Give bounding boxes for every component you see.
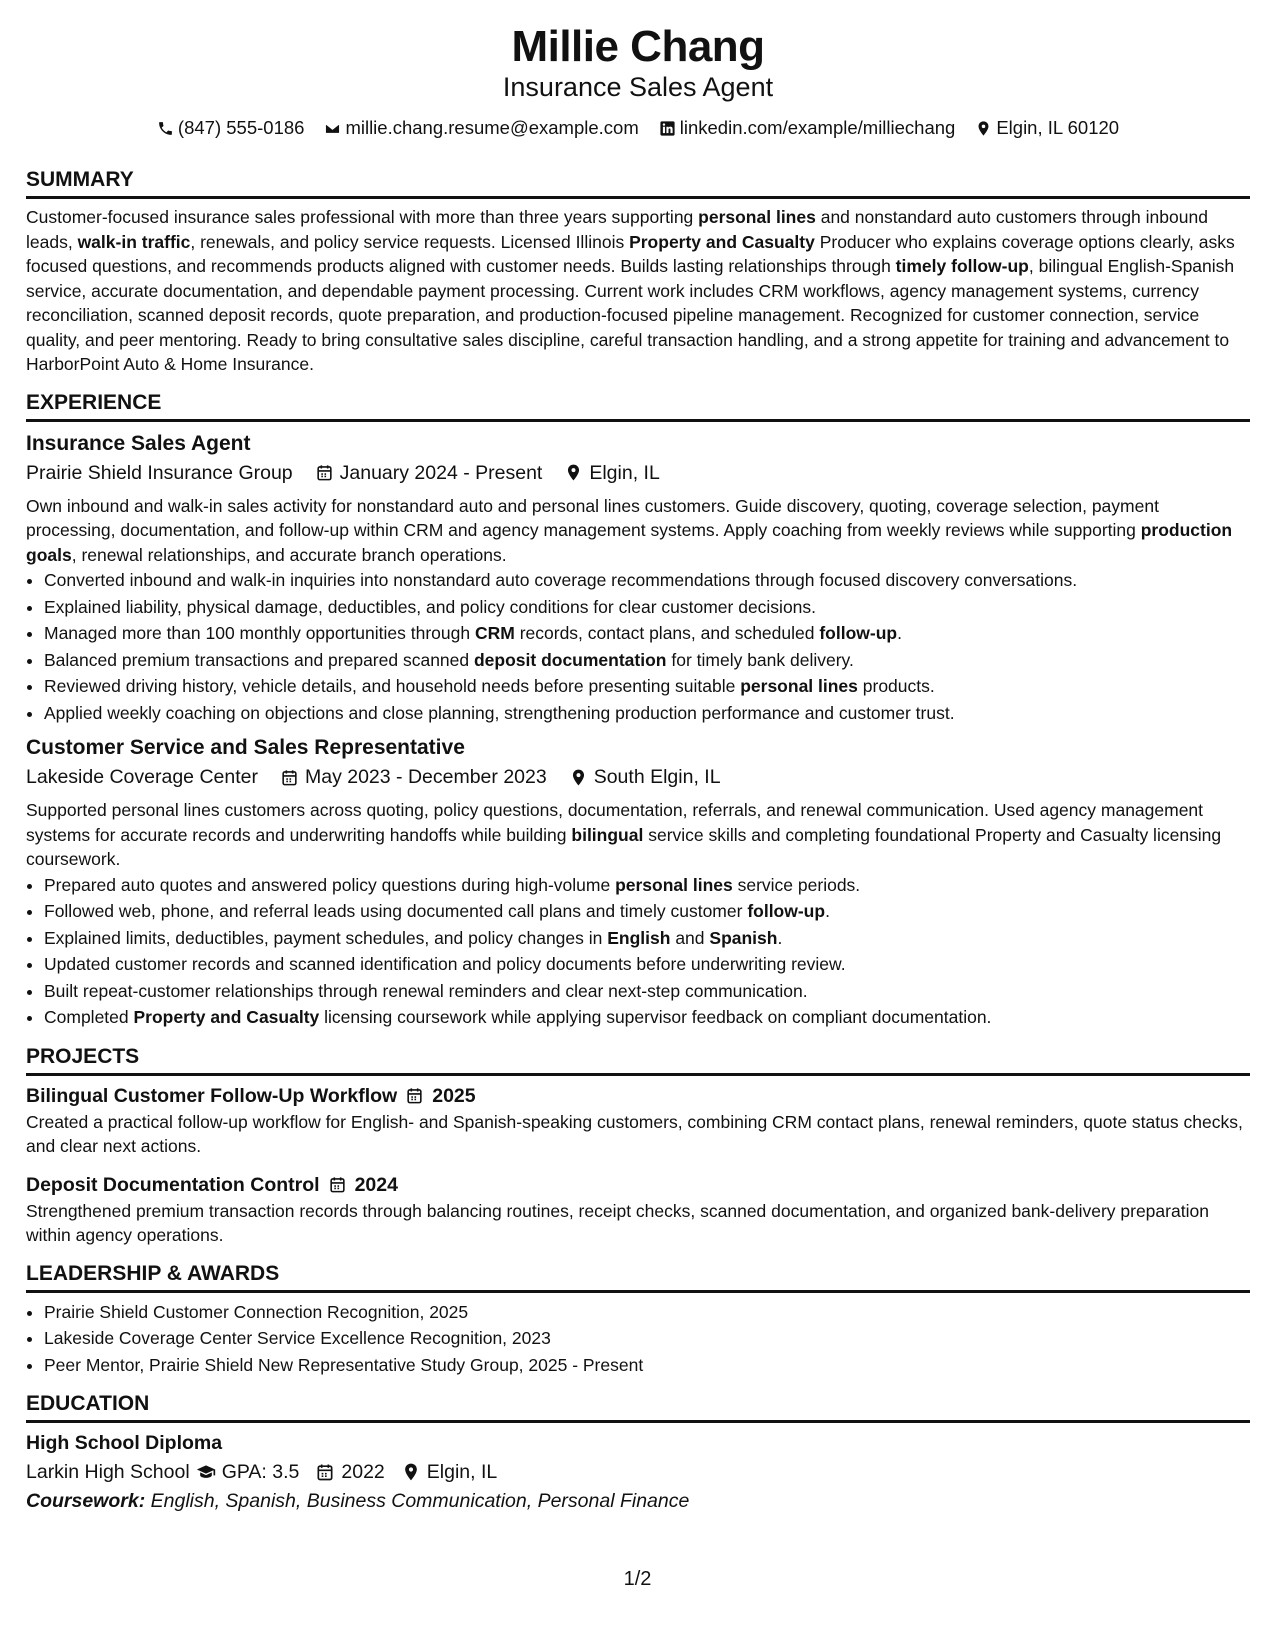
job-bullets (26, 872, 1250, 1031)
phone-icon (157, 120, 174, 137)
project-name: Deposit Documentation Control (26, 1173, 320, 1196)
emphasis-text: production goals (26, 520, 1233, 565)
list-item (44, 872, 1250, 899)
project-year: 2024 (354, 1173, 398, 1196)
emphasis-text: timely follow-up (895, 256, 1029, 276)
text-run: service periods. (732, 874, 861, 895)
linkedin-icon (659, 120, 676, 137)
calendar-icon (315, 463, 334, 482)
text-run: Customer-focused insurance sales professional with more than three years supporting (26, 207, 699, 227)
emphasis-text: personal lines (698, 207, 816, 227)
emphasis-text: personal lines (740, 676, 858, 696)
list-item (44, 951, 1250, 978)
list-item (44, 978, 1250, 1005)
list-item (44, 620, 1250, 647)
text-run: . (825, 901, 830, 921)
list-item (44, 673, 1250, 700)
contact-linkedin[interactable] (659, 116, 956, 140)
calendar-icon (328, 1175, 347, 1194)
job-meta (26, 458, 1250, 488)
emphasis-text: deposit documentation (473, 649, 667, 670)
text-run: Completed (44, 1007, 134, 1027)
location-text: Elgin, IL 60120 (996, 117, 1120, 138)
linkedin-text: linkedin.com/example/milliechang (679, 117, 956, 138)
job-title: Insurance Sales Agent (26, 431, 251, 455)
section-heading: EDUCATION (26, 1390, 1250, 1423)
job-entry (26, 430, 1250, 727)
project-header (26, 1171, 1250, 1199)
job-meta (26, 762, 1250, 792)
list-item: • Lakeside Coverage Center Service Excellence Recognition, 2023 (44, 1325, 1250, 1352)
text-run: . (897, 623, 902, 643)
email-text: millie.chang.resume@example.com (345, 117, 639, 138)
list-item (44, 700, 1250, 727)
map-pin-icon (401, 1462, 421, 1482)
text-run: Producer who explains coverage options clearly, asks focused questions, and recommends products aligned with customer needs. Builds lasting relationships through (26, 231, 1235, 276)
contact-bar (26, 116, 1250, 140)
text-run: records, contact plans, and scheduled (514, 623, 820, 643)
project-entry (26, 1082, 1250, 1159)
map-pin-icon (564, 463, 583, 482)
job-entry (26, 734, 1250, 1031)
contact-email[interactable] (324, 116, 638, 140)
text-run: and (670, 927, 710, 948)
coursework-list: English, Spanish, Business Communication, Personal Finance (145, 1490, 690, 1512)
emphasis-text: bilingual (571, 824, 644, 845)
coursework (26, 1487, 1250, 1515)
list-item (44, 594, 1250, 621)
emphasis-text: Property and Casualty (133, 1007, 320, 1027)
text-run: , renewals, and policy service requests. Licensed Illinois (190, 231, 630, 252)
text-run: Reviewed driving history, vehicle details, and household needs before presenting suitable (44, 676, 741, 696)
job-summary (26, 494, 1250, 568)
section-heading: LEADERSHIP & AWARDS (26, 1260, 1250, 1293)
list-item (44, 925, 1250, 952)
job-list (26, 430, 1250, 1031)
text-run: Explained limits, deductibles, payment schedules, and policy changes in (44, 927, 608, 948)
candidate-name: Millie Chang (511, 22, 765, 71)
emphasis-text: walk-in traffic (77, 231, 191, 252)
graduation-cap-icon (196, 1462, 216, 1482)
resume-header (26, 22, 1250, 140)
experience-section (26, 389, 1250, 1031)
text-run: and nonstandard auto customers through inbound leads, (26, 207, 1208, 252)
text-run: for timely bank delivery. (666, 649, 854, 670)
map-pin-icon (975, 120, 992, 137)
emphasis-text: Spanish (709, 927, 778, 948)
project-list (26, 1082, 1250, 1248)
leadership-section (26, 1260, 1250, 1379)
emphasis-text: follow-up (819, 623, 898, 643)
job-dates: May 2023 - December 2023 (304, 766, 547, 788)
section-heading: EXPERIENCE (26, 389, 1250, 422)
school-location: Elgin, IL (426, 1461, 498, 1483)
project-year: 2025 (432, 1084, 476, 1107)
list-item (44, 647, 1250, 674)
text-run: , renewal relationships, and accurate branch operations. (71, 544, 507, 565)
company-name: Prairie Shield Insurance Group (26, 461, 293, 484)
text-run: Followed web, phone, and referral leads using documented call plans and timely customer (44, 901, 748, 921)
phone-text: (847) 555-0186 (177, 117, 305, 138)
list-item (44, 567, 1250, 594)
contact-phone[interactable] (157, 116, 305, 140)
text-run: service skills and completing foundational Property and Casualty licensing coursework. (26, 824, 1222, 869)
page-number: 1/2 (623, 1568, 652, 1590)
job-location: South Elgin, IL (593, 766, 721, 788)
projects-section (26, 1043, 1250, 1248)
text-run: Own inbound and walk-in sales activity for nonstandard auto and personal lines customers. Guide discovery, quoting, coverage selection, payment processing, documentation, and follow-up within CRM and agency management systems. Apply coaching from weekly reviews while supporting (26, 495, 1159, 540)
graduation-year: 2022 (341, 1461, 385, 1483)
emphasis-text: follow-up (747, 901, 826, 921)
text-run: . (777, 927, 783, 948)
summary-section (26, 166, 1250, 377)
text-run: Applied weekly coaching on objections and close planning, strengthening production performance and customer trust. (44, 702, 955, 723)
project-name: Bilingual Customer Follow-Up Workflow (26, 1084, 398, 1107)
job-summary (26, 798, 1250, 872)
text-run: Explained liability, physical damage, deductibles, and policy conditions for clear customer decisions. (44, 596, 817, 617)
text-run: Balanced premium transactions and prepared scanned (44, 649, 474, 670)
job-title: Customer Service and Sales Representative (26, 736, 465, 759)
education-section (26, 1390, 1250, 1515)
project-entry (26, 1171, 1250, 1248)
emphasis-text: personal lines (615, 874, 733, 895)
list-item: • Prairie Shield Customer Connection Recognition, 2025 (44, 1299, 1250, 1326)
list-item (44, 1004, 1250, 1031)
contact-location (975, 116, 1119, 140)
text-run: Built repeat-customer relationships through renewal reminders and clear next-step communication. (44, 980, 808, 1001)
text-run: Converted inbound and walk-in inquiries into nonstandard auto coverage recommendations through focused discovery conversations. (44, 570, 1078, 590)
map-pin-icon (569, 768, 588, 787)
job-dates: January 2024 - Present (339, 461, 543, 484)
gpa-text: GPA: 3.5 (221, 1461, 300, 1483)
job-bullets (26, 567, 1250, 726)
text-run: products. (857, 676, 935, 696)
section-heading: PROJECTS (26, 1043, 1250, 1076)
text-run: Supported personal lines customers across quoting, policy questions, documentation, referrals, and renewal communication. Used agency management systems for accurate records and underwriting handoffs while building (26, 800, 1204, 845)
company-name: Lakeside Coverage Center (26, 766, 258, 788)
list-item (44, 898, 1250, 925)
calendar-icon (405, 1086, 424, 1105)
calendar-icon (315, 1462, 335, 1482)
degree-title: High School Diploma (26, 1432, 223, 1454)
resume-page (26, 22, 1250, 1515)
emphasis-text: English (607, 927, 671, 948)
calendar-icon (280, 768, 299, 787)
summary-text (26, 205, 1250, 377)
text-run: Prepared auto quotes and answered policy questions during high-volume (44, 874, 616, 895)
text-run: , bilingual English-Spanish service, accurate documentation, and dependable payment processing. Current work includes CRM workflows, agency management systems, currency reconciliation, scanned deposit records, quote preparation, and production-focused pipeline management. Recognized for customer connection, service quality, and peer mentoring. Ready to bring consultative sales discipline, careful transaction handling, and a strong appetite for training and advancement to HarborPoint Auto & Home Insurance. (26, 256, 1235, 374)
candidate-title: Insurance Sales Agent (502, 72, 774, 102)
award-list (26, 1299, 1250, 1379)
envelope-icon (324, 120, 341, 137)
job-location: Elgin, IL (589, 461, 660, 484)
project-description: Created a practical follow-up workflow for English- and Spanish-speaking customers, combining CRM contact plans, renewal reminders, quote status checks, and clear next actions. (26, 1111, 1243, 1156)
emphasis-text: Property and Casualty (629, 231, 815, 252)
text-run: licensing coursework while applying supervisor feedback on compliant documentation. (319, 1007, 992, 1027)
text-run: Updated customer records and scanned identification and policy documents before underwriting review. (44, 954, 846, 974)
project-description: Strengthened premium transaction records through balancing routines, receipt checks, scanned documentation, and organized bank-delivery preparation within agency operations. (26, 1200, 1209, 1245)
text-run: Managed more than 100 monthly opportunities through (44, 623, 475, 643)
school-name: Larkin High School (26, 1461, 190, 1483)
education-meta (26, 1457, 1250, 1487)
section-heading: SUMMARY (26, 166, 1250, 199)
coursework-label: Coursework: (26, 1490, 146, 1512)
list-item: • Peer Mentor, Prairie Shield New Representative Study Group, 2025 - Present (44, 1352, 1250, 1379)
emphasis-text: CRM (474, 623, 515, 643)
project-header (26, 1082, 1250, 1110)
